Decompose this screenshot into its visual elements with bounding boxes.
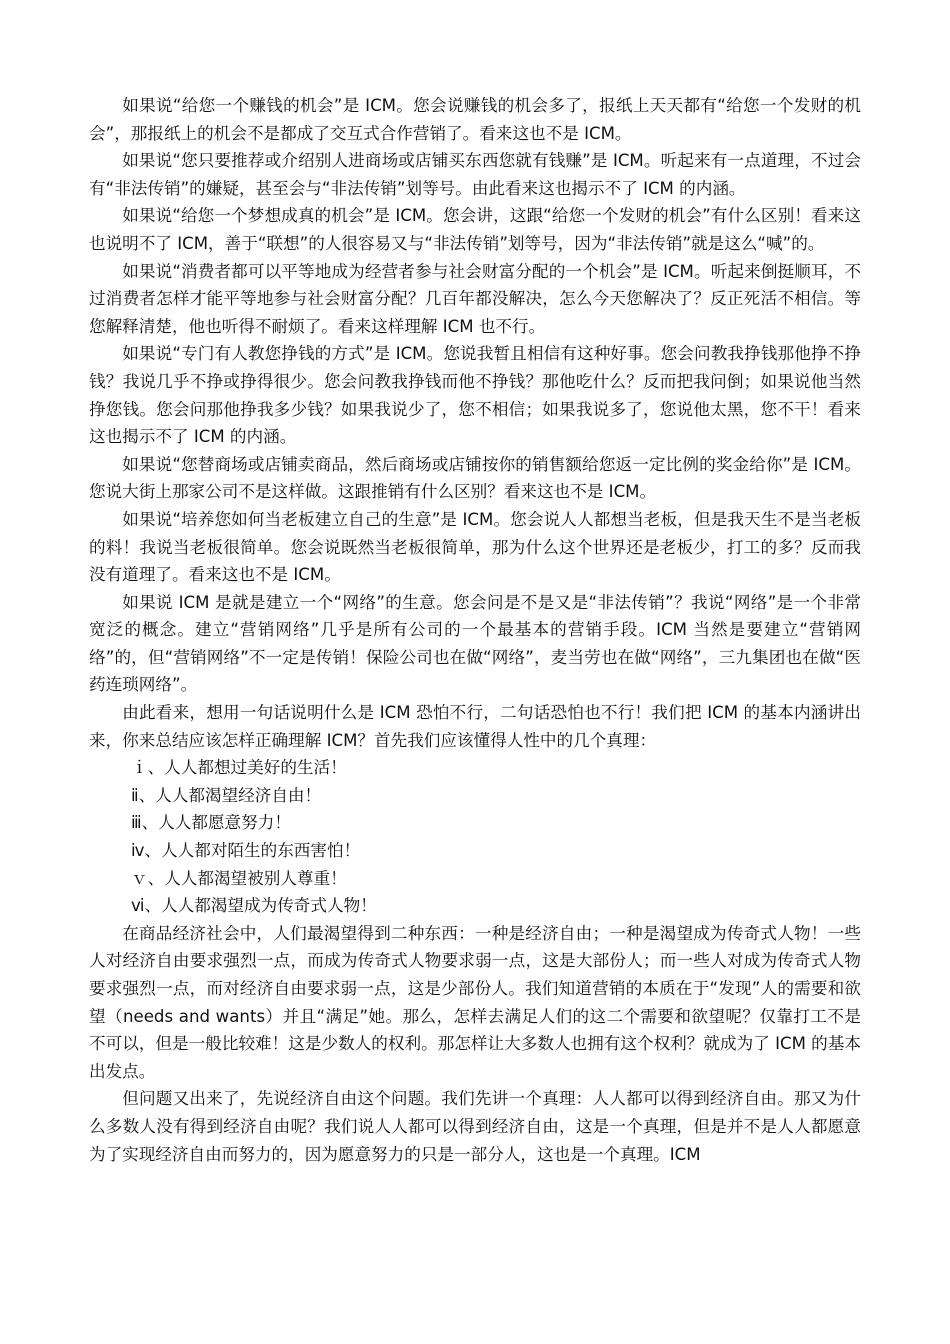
truths-list [89, 754, 861, 920]
paragraph-wealth-distribution: 如果说“消费者都可以平等地成为经营者参与社会财富分配的一个机会”是 ICM。听起来倒挺顺耳，不过消费者怎样才能平等地参与社会财富分配？几百年都没解决，怎么今天您解决了？反正死活不相信。等您解释清楚，他也听得不耐烦了。看来这样理解 ICM 也不行。 [89, 261, 861, 336]
list-item: ⅳ、人人都对陌生的东西害怕！ [131, 841, 361, 861]
document-page [89, 92, 861, 1168]
paragraph-be-boss: 如果说“培养您如何当老板建立自己的生意”是 ICM。您会说人人都想当老板，但是我天生不是当老板的料！我说当老板很简单。您会说既然当老板很简单，那为什么这个世界还是老板少，打工的多？反而我没有道理了。看来这也不是 ICM。 [89, 509, 861, 585]
list-item: ｉ、人人都想过美好的生活！ [131, 758, 347, 778]
paragraph-referral: 如果说“您只要推荐或介绍别人进商场或店铺买东西您就有钱赚”是 ICM。听起来有一点道理，不过会有“非法传销”的嫌疑，甚至会与“非法传销”划等号。由此看来这也揭示不了 ICM 的内涵。 [89, 151, 861, 198]
paragraph-earn-money: 如果说“给您一个赚钱的机会”是 ICM。您会说赚钱的机会多了，报纸上天天都有“给您一个发财的机会”，那报纸上的机会不是都成了交互式合作营销了。看来这也不是 ICM。 [89, 96, 861, 143]
paragraph-sales-commission: 如果说“您替商场或店铺卖商品，然后商场或店铺按你的销售额给您返一定比例的奖金给你”是 ICM。您说大街上那家公司不是这样做。这跟推销有什么区别？看来这也不是 ICM。 [89, 454, 861, 502]
paragraph-network: 如果说 ICM 是就是建立一个“网络”的生意。您会问是不是又是“非法传销”？我说“网络”是一个非常宽泛的概念。建立“营销网络”几乎是所有公司的一个最基本的营销手段。ICM 当然是要建立“营销网络”的，但“营销网络”不一定是传销！保险公司也在做“网络”，麦当劳也在做“网络”，三九集团也在做“医药连琐网络”。 [89, 592, 861, 695]
paragraph-two-desires: 在商品经济社会中，人们最渴望得到二种东西：一种是经济自由；一种是渴望成为传奇式人物！一些人对经济自由要求强烈一点，而成为传奇式人物要求弱一点，这是大部份人；而一些人对成为传奇式人物要求强烈一点，而对经济自由要求弱一点，这是少部份人。我们知道营销的本质在于“发现”人的需要和欲望（needs and wants）并且“满足”她。那么，怎样去满足人们的这二个需要和欲望呢？仅靠打工不是不可以，但是一般比较难！这是少数人的权利。那怎样让大多数人也拥有这个权利？就成为了 ICM 的基本出发点。 [89, 923, 861, 1081]
paragraph-teach-earning: 如果说“专门有人教您挣钱的方式”是 ICM。您说我暂且相信有这种好事。您会问教我挣钱那他挣不挣钱？我说几乎不挣或挣得很少。您会问教我挣钱而他不挣钱？那他吃什么？反而把我问倒；如果说他当然挣您钱。您会问那他挣我多少钱？如果我说少了，您不相信；如果我说多了，您说他太黑，您不干！看来这也揭示不了 ICM 的内涵。 [89, 344, 861, 447]
list-item: ⅲ、人人都愿意努力！ [131, 813, 291, 833]
paragraph-dream: 如果说“给您一个梦想成真的机会”是 ICM。您会讲，这跟“给您一个发财的机会”有什么区别！看来这也说明不了 ICM，善于“联想”的人很容易又与“非法传销”划等号，因为“非法传销”就是这么“喊”的。 [89, 206, 861, 253]
paragraph-conclusion: 由此看来，想用一句话说明什么是 ICM 恐怕不行，二句话恐怕也不行！我们把 ICM 的基本内涵讲出来，你来总结应该怎样正确理解 ICM？首先我们应该懂得人性中的几个真理： [89, 703, 861, 750]
list-item: ｖ、人人都渴望被别人尊重！ [131, 868, 347, 888]
list-item: ⅵ、人人都渴望成为传奇式人物！ [131, 896, 377, 916]
list-item: ⅱ、人人都渴望经济自由！ [131, 785, 322, 805]
paragraph-economic-freedom: 但问题又出来了，先说经济自由这个问题。我们先讲一个真理：人人都可以得到经济自由。那又为什么多数人没有得到经济自由呢？我们说人人都可以得到经济自由，这是一个真理，但是并不是人人都愿意为了实现经济自由而努力的，因为愿意努力的只是一部分人，这也是一个真理。ICM [89, 1089, 861, 1164]
